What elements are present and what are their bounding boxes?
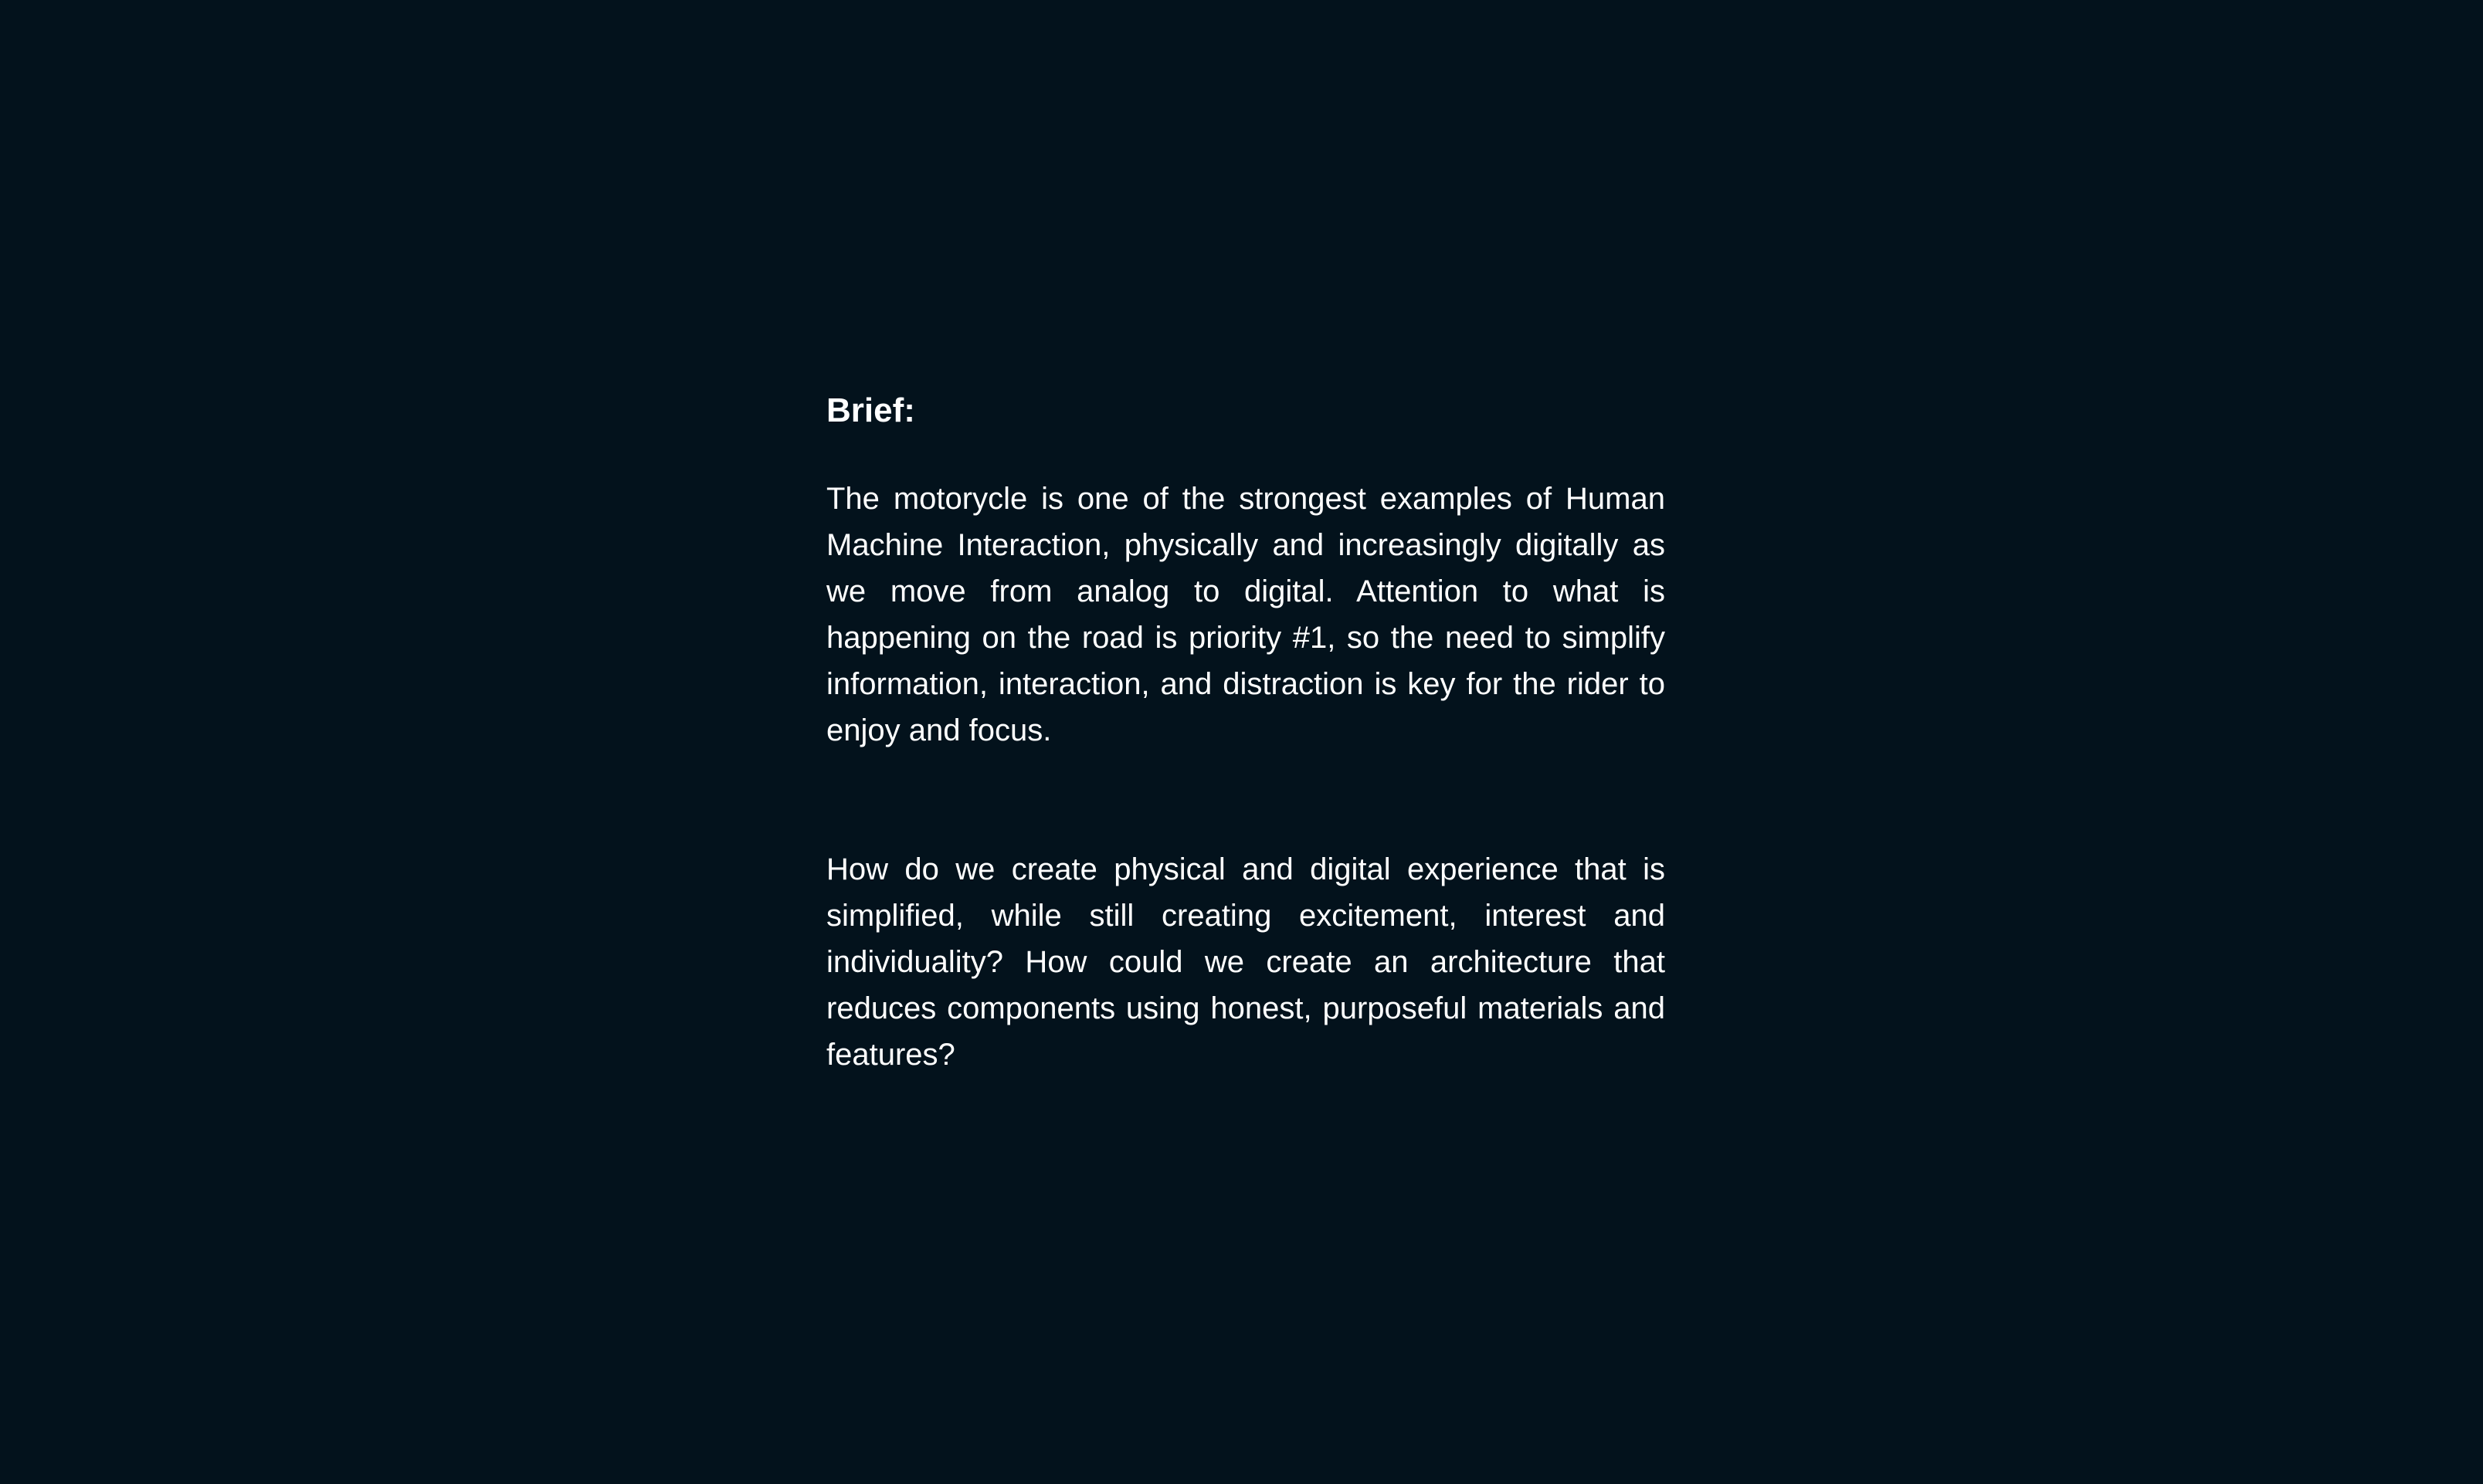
- brief-section: [826, 386, 1665, 1078]
- brief-heading: Brief:: [826, 391, 915, 429]
- brief-paragraph-2: How do we create physical and digital experience that is simplified, while still creating excitement, interest and individuality? How could we create an architecture that reduces components using honest, purposeful materials and features?: [826, 852, 1665, 1072]
- brief-paragraph-1: The motorycle is one of the strongest examples of Human Machine Interaction, physically and increasingly digitally as we move from analog to digital. Attention to what is happening on the road is priority #1, so the need to simplify information, interaction, and distraction is key for the rider to enjoy and focus.: [826, 482, 1665, 747]
